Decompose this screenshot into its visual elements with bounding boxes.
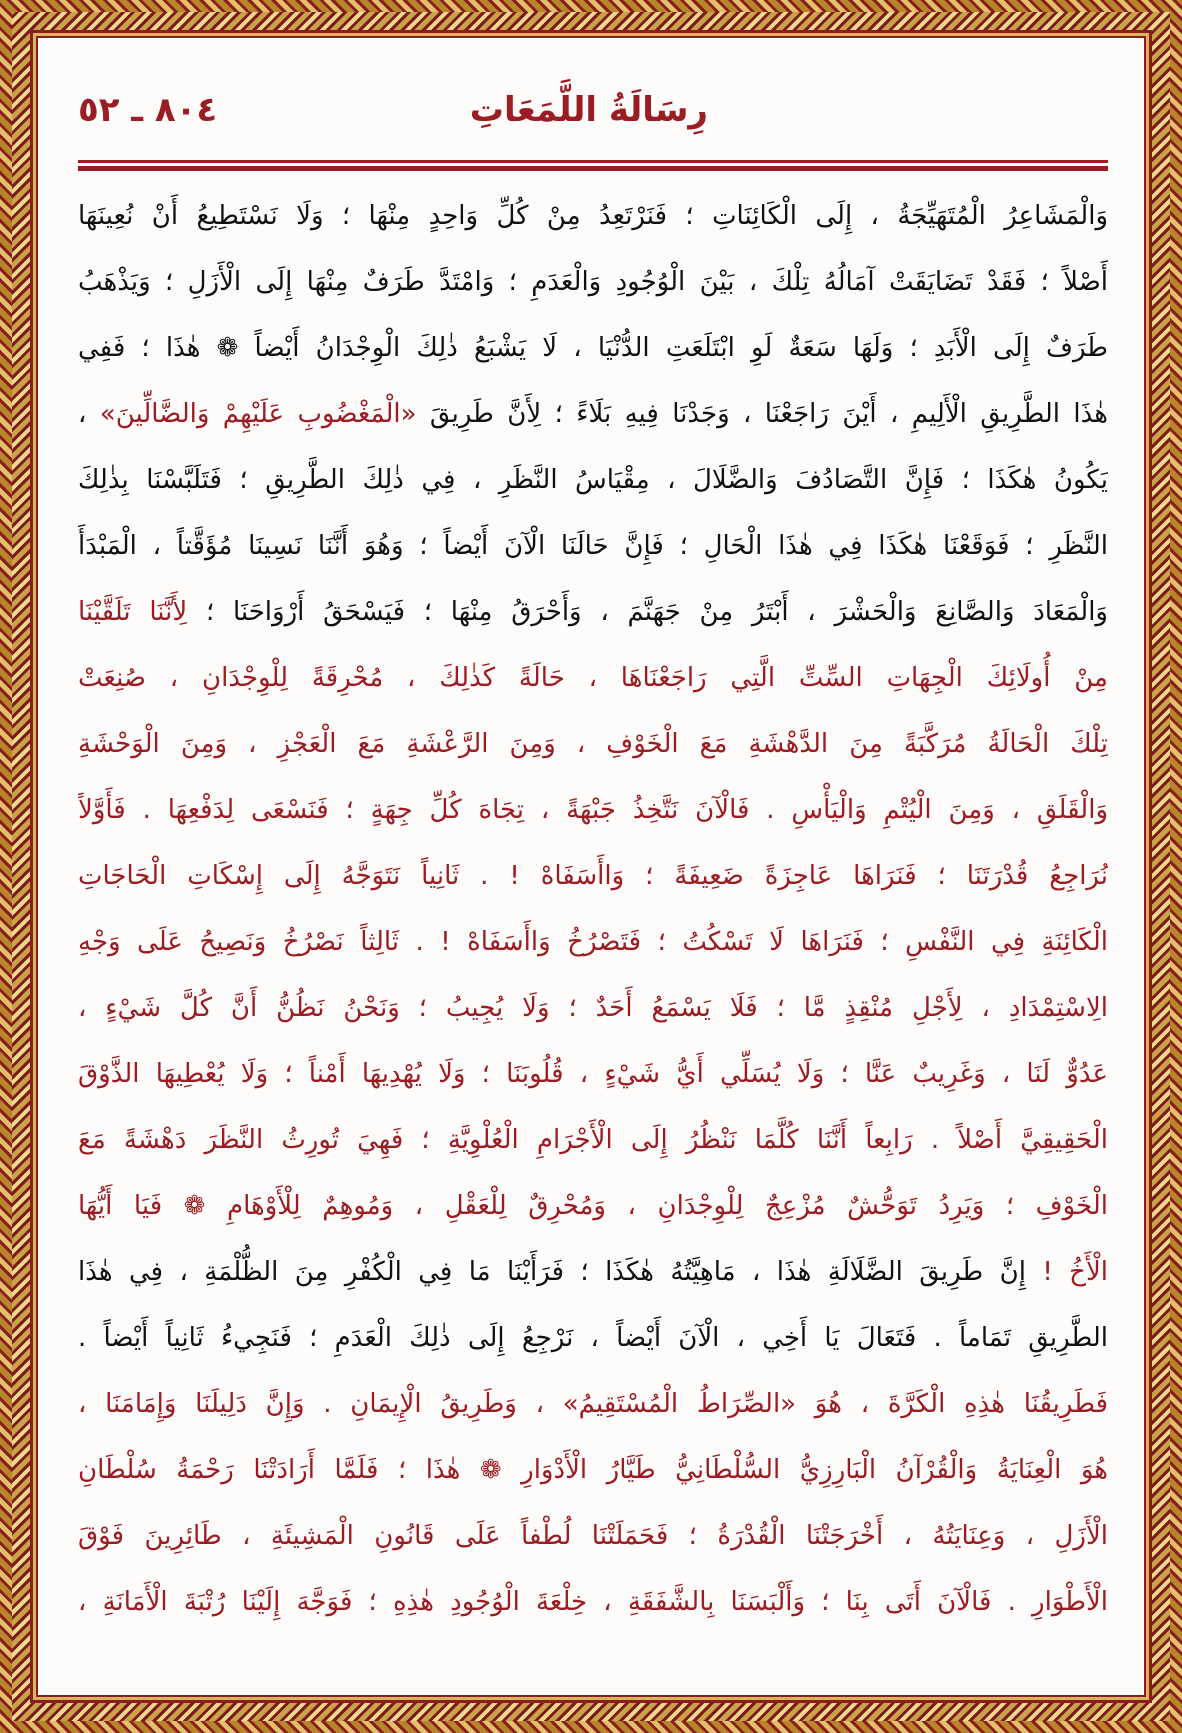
- highlighted-text: مِنْ أُولَائِكَ الْجِهَاتِ السِّتِّ الَّتِي رَاجَعْنَاهَا ، حَالَةً كَذٰلِكَ ، مُحْرِقَةً لِلْوِجْدَانِ ، صُنِعَتْ: [78, 663, 1108, 693]
- highlighted-text: نُرَاجِعُ قُدْرَتَنَا ؛ فَنَرَاهَا عَاجِزَةً ضَعِيفَةً ؛ وَاأَسَفَاهْ ! . ثَانِياً نَتَوَجَّهُ إِلَى إِسْكَاتِ الْحَاجَاتِ: [78, 861, 1108, 891]
- highlighted-text: الْأَطْوَارِ . فَالْآنَ أَتَى بِنَا ؛ وَأَلْبَسَنَا بِالشَّفَقَةِ ، خِلْعَةَ الْوُجُودِ هٰذِهِ ؛ فَوَجَّهَ إِلَيْنَا رُتْبَةَ الْأَمَانَةِ ،: [78, 1587, 1108, 1617]
- highlighted-text: فَطَرِيقُنَا هٰذِهِ الْكَرَّةَ ، هُوَ «الصِّرَاطُ الْمُسْتَقِيمُ» ، وَطَرِيقُ الْإِيمَانِ . وَإِنَّ دَلِيلَنَا وَإِمَامَنَا ،: [78, 1389, 1108, 1419]
- highlighted-text: الْخَوْفِ ؛ وَيَرِدُ تَوَحُّشٌ مُزْعِجٌ لِلْوِجْدَانِ ، وَمُحْرِقٌ لِلْعَقْلِ ، وَمُوهِمٌ لِلْأَوْهَامِ ❁ فَيَا أَيُّهَا: [78, 1191, 1108, 1221]
- text-line: [78, 1503, 1108, 1569]
- text-segment: وَالْمَشَاعِرُ الْمُتَهَيِّجَةُ ، إِلَى الْكَائِنَاتِ ؛ فَنَرْتَعِدُ مِنْ كُلِّ وَاحِدٍ مِنْهَا ؛ وَلَا نَسْتَطِيعُ أَنْ نُعِينَهَا: [78, 201, 1108, 231]
- text-line: [78, 1173, 1108, 1239]
- text-segment: طَرَفٌ إِلَى الْأَبَدِ ؛ وَلَهَا سَعَةٌ لَوِ ابْتَلَعَتِ الدُّنْيَا ، لَا يَشْبَعُ ذٰلِكَ الْوِجْدَانُ أَيْضاً ❁ هٰذَا ؛ فَفِي: [78, 333, 1108, 363]
- text-line: [78, 381, 1108, 447]
- highlighted-text: «الْمَغْضُوبِ عَلَيْهِمْ وَالضَّالِّينَ»: [99, 399, 417, 429]
- text-segment: النَّظَرِ ؛ فَوَقَعْنَا هٰكَذَا فِي هٰذَا الْحَالِ ؛ فَإِنَّ حَالَنَا الْآنَ أَيْضاً ؛ وَهُوَ أَنَّنَا نَسِينَا مُؤَقَّتاً ، الْمَبْدَأَ: [78, 531, 1108, 561]
- page-number: ٨٠٤ ـ ٥٢: [78, 90, 218, 130]
- highlighted-text: الِاسْتِمْدَادِ ، لِأَجْلِ مُنْقِذٍ مَّا ؛ فَلَا يَسْمَعُ أَحَدٌ ؛ وَلَا يُجِيبُ ؛ وَنَحْنُ نَظُنُّ أَنَّ كُلَّ شَيْءٍ ،: [78, 993, 1108, 1023]
- highlighted-text: تِلْكَ الْحَالَةُ مُرَكَّبَةً مِنَ الدَّهْشَةِ مَعَ الْخَوْفِ ، وَمِنَ الرَّعْشَةِ مَعَ الْعَجْزِ ، وَمِنَ الْوَحْشَةِ: [78, 729, 1108, 759]
- text-segment: أَصْلاً ؛ فَقَدْ تَضَايَقَتْ آمَالُهُ تِلْكَ ، بَيْنَ الْوُجُودِ وَالْعَدَمِ ؛ وَامْتَدَّ طَرَفٌ مِنْهَا إِلَى الْأَزَلِ ؛ وَيَذْهَبُ: [78, 267, 1108, 297]
- highlighted-text: الْأَخُ !: [1025, 1257, 1108, 1287]
- page-header: [78, 78, 1108, 158]
- text-line: [78, 777, 1108, 843]
- text-line: [78, 1371, 1108, 1437]
- body-text: [78, 183, 1108, 1635]
- text-segment: يَكُونُ هٰكَذَا ؛ فَإِنَّ التَّصَادُفَ وَالضَّلَالَ ، مِقْيَاسُ النَّظَرِ ، فِي ذٰلِكَ الطَّرِيقِ ؛ فَتَلَبَّسْنَا بِذٰلِكَ: [78, 465, 1108, 495]
- highlighted-text: الْأَزَلِ ، وَعِنَايَتُهُ ، أَخْرَجَتْنَا الْقُدْرَةُ ؛ فَحَمَلَتْنَا لُطْفاً عَلَى قَانُونِ الْمَشِيئَةِ ، طَائِرِينَ فَوْقَ: [78, 1521, 1108, 1551]
- highlighted-text: لِأَنَّنَا تَلَقَّيْنَا: [78, 597, 188, 627]
- highlighted-text: وَالْقَلَقِ ، وَمِنَ الْيُتْمِ وَالْيَأْسِ . فَالْآنَ نَتَّخِذُ جَبْهَةً ، تِجَاهَ كُلِّ جِهَةٍ ؛ فَنَسْعَى لِدَفْعِهَا . فَأَوَّلاً: [78, 795, 1108, 825]
- text-line: [78, 1239, 1108, 1305]
- text-line: [78, 447, 1108, 513]
- text-line: [78, 183, 1108, 249]
- text-line: [78, 1305, 1108, 1371]
- header-rule-top: [78, 160, 1108, 163]
- text-line: [78, 975, 1108, 1041]
- text-segment: الطَّرِيقِ تَمَاماً . فَتَعَالَ يَا أَخِي ، الْآنَ أَيْضاً ، نَرْجِعُ إِلَى ذٰلِكَ الْعَدَمِ ؛ فَنَجِيءُ ثَانِياً أَيْضاً .: [78, 1323, 1108, 1353]
- text-line: [78, 315, 1108, 381]
- text-segment: إِنَّ طَرِيقَ الضَّلَالَةِ هٰذَا ، مَاهِيَّتُهُ هٰكَذَا ؛ فَرَأَيْنَا مَا فِي الْكُفْرِ مِنَ الظُّلْمَةِ ، فِي هٰذَا: [78, 1257, 1026, 1287]
- text-line: [78, 513, 1108, 579]
- text-line: [78, 1107, 1108, 1173]
- text-line: [78, 645, 1108, 711]
- text-segment: هٰذَا الطَّرِيقِ الْأَلِيمِ ، أَيْنَ رَاجَعْنَا ، وَجَدْنَا فِيهِ بَلَاءً ؛ لِأَنَّ طَرِيقَ: [416, 399, 1108, 429]
- text-line: [78, 909, 1108, 975]
- text-line: [78, 249, 1108, 315]
- highlighted-text: هُوَ الْعِنَايَةُ وَالْقُرْآنُ الْبَارِزِيُّ السُّلْطَانِيُّ طَيَّارُ الْأَدْوَارِ ❁ هٰذَا ؛ فَلَمَّا أَرَادَتْنَا رَحْمَةُ سُلْطَانِ: [78, 1455, 1108, 1485]
- text-segment: ،: [78, 399, 100, 429]
- header-rule-bottom: [78, 166, 1108, 171]
- text-line: [78, 579, 1108, 645]
- page-title: رِسَالَةُ اللَّمَعَاتِ: [469, 90, 708, 130]
- text-line: [78, 843, 1108, 909]
- text-line: [78, 1437, 1108, 1503]
- document-page: [78, 78, 1108, 1668]
- highlighted-text: عَدُوٌّ لَنَا ، وَغَرِيبٌ عَنَّا ؛ وَلَا يُسَلِّي أَيُّ شَيْءٍ ، قُلُوبَنَا ؛ وَلَا يُهْدِيهَا أَمْناً ؛ وَلَا يُعْطِيهَا الذَّوْقَ: [78, 1059, 1108, 1089]
- text-line: [78, 1041, 1108, 1107]
- text-line: [78, 1569, 1108, 1635]
- highlighted-text: الْحَقِيقِيَّ أَصْلاً . رَابِعاً أَنَّنَا كُلَّمَا نَنْظُرُ إِلَى الْأَجْرَامِ الْعُلْوِيَّةِ ؛ فَهِيَ تُورِثُ النَّظَرَ دَهْشَةً مَعَ: [78, 1125, 1108, 1155]
- text-segment: وَالْمَعَادَ وَالصَّانِعَ وَالْحَشْرَ ، أَبْتَرُ مِنْ جَهَنَّمَ ، وَأَحْرَقُ مِنْهَا ؛ فَيَسْحَقُ أَرْوَاحَنَا ؛: [187, 597, 1108, 627]
- highlighted-text: الْكَائِنَةِ فِي النَّفْسِ ؛ فَنَرَاهَا لَا تَسْكُتُ ؛ فَتَصْرُخُ وَاأَسَفَاهْ ! . ثَالِثاً نَصْرُخُ وَنَصِيحُ عَلَى وَجْهِ: [78, 927, 1108, 957]
- text-line: [78, 711, 1108, 777]
